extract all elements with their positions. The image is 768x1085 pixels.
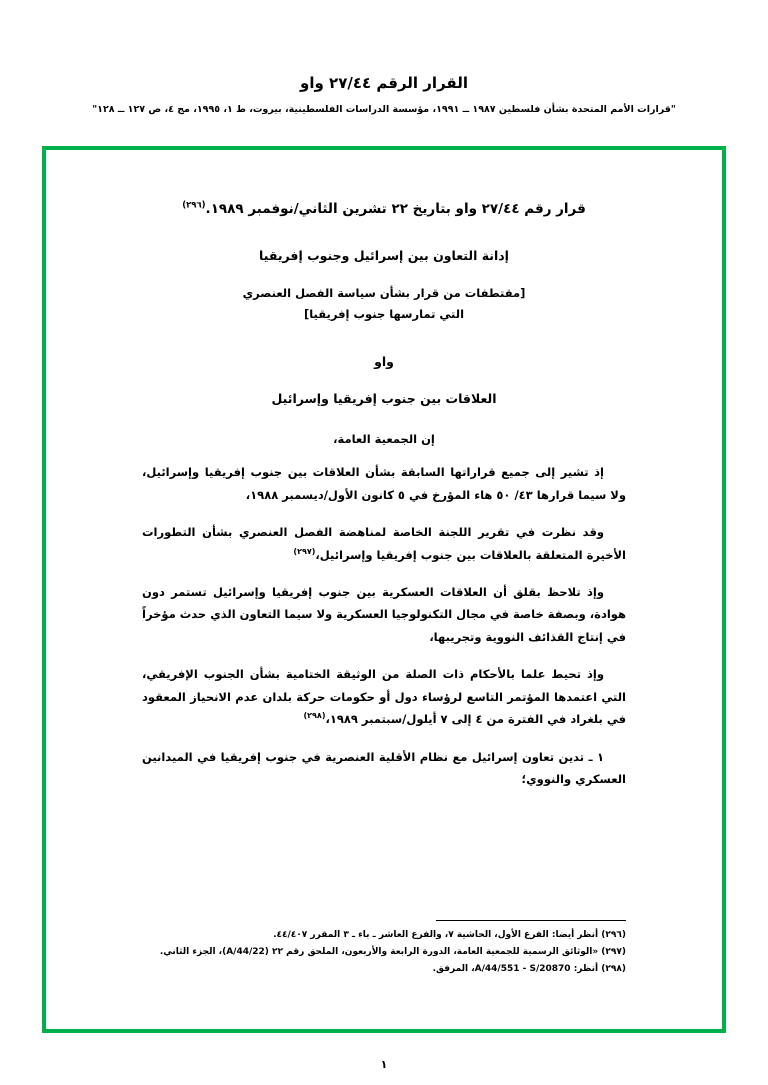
paragraph [142,746,626,791]
paragraph-text: ١ ـ تدين تعاون إسرائيل مع نظام الأقلية العنصرية في جنوب إفريقيا في الميدانين العسكري والنووي؛ [142,749,626,786]
footnotes-section [142,920,626,979]
paragraph [142,461,626,506]
assembly-preamble: إن الجمعية العامة، [333,432,435,447]
bracket-note-line-1: [مقتطفات من قرار بشأن سياسة الفصل العنصري [242,285,526,300]
paragraph [142,521,626,566]
paragraph-text: وإذ تحيط علما بالأحكام ذات الصلة من الوثيقة الختامية بشأن الجنوب الإفريقي، التي اعتمدها المؤتمر التاسع لرؤساء دول أو حكومات حركة بلدان عدم الانحياز المعقود في بلغراد في الفترة من ٤ إلى ٧ أيلول/سبتمبر ١٩٨٩، [142,667,626,727]
page-title: القرار الرقم ٢٧/٤٤ واو [300,74,468,92]
section-subject: العلاقات بين جنوب إفريقيا وإسرائيل [271,391,497,407]
resolution-subject: إدانة التعاون بين إسرائيل وجنوب إفريقيا [259,247,509,263]
paragraph-footnote-marker: (٢٩٧) [293,546,316,556]
resolution-heading [142,198,626,222]
green-border-frame [42,146,726,1033]
paragraph [142,663,626,730]
paragraph-text: إذ تشير إلى جميع قراراتها السابقة بشأن العلاقات بين جنوب إفريقيا وإسرائيل، ولا سيما قرارها ٤٣/ ٥٠ هاء المؤرخ في ٥ كانون الأول/ديسمبر ١٩٨٨، [142,465,626,502]
page-header [0,0,768,115]
paragraph [142,581,626,648]
bracket-note-line-2: التي تمارسها جنوب إفريقيا] [303,307,465,322]
bracket-note [142,283,626,327]
document-content [46,172,722,1029]
footnote-item: (٢٩٦) أنظر أيضا: الفرع الأول، الحاشية ٧، والفرع العاشر ـ باء ـ ٣ المقرر ٤٤/٤٠٧. [273,930,626,941]
paragraph-footnote-marker: (٢٩٨) [303,711,326,721]
footnote-marker-296: (٢٩٦) [182,200,206,211]
section-letter: واو [374,354,394,370]
paragraph-text: وإذ تلاحظ بقلق أن العلاقات العسكرية بين جنوب إفريقيا وإسرائيل تستمر دون هوادة، وبصفة خاصة في مجال التكنولوجيا العسكرية ولا سيما التعاون الذي حدث مؤخراً في إنتاج القذائف النووية وتجريبها، [142,585,626,644]
resolution-heading-text: قرار رقم ٢٧/٤٤ واو بتاريخ ٢٢ تشرين الثاني/نوفمبر ١٩٨٩. [205,201,586,217]
footnote-item: (٢٩٧) «الوثائق الرسمية للجمعية العامة، الدورة الرابعة والأربعون، الملحق رقم ٢٢ (A/44/22)، الجزء الثاني. [159,947,626,958]
source-citation: "قرارات الأمم المتحدة بشأن فلسطين ١٩٨٧ ــ ١٩٩١، مؤسسة الدراسات الفلسطينية، بيروت، ط ١، ١٩٩٥، مج ٤، ص ١٢٧ ــ ١٢٨" [92,104,676,115]
footnote-divider [436,920,626,921]
footnote-item: (٢٩٨) أنظر: A/44/551 - S/20870، المرفق. [432,964,626,975]
page-number: ١ [380,1058,388,1071]
paragraph-text: وقد نظرت في تقرير اللجنة الخاصة لمناهضة الفصل العنصري بشأن التطورات الأخيرة المتعلقة بالعلاقات بين جنوب إفريقيا وإسرائيل، [142,525,626,562]
